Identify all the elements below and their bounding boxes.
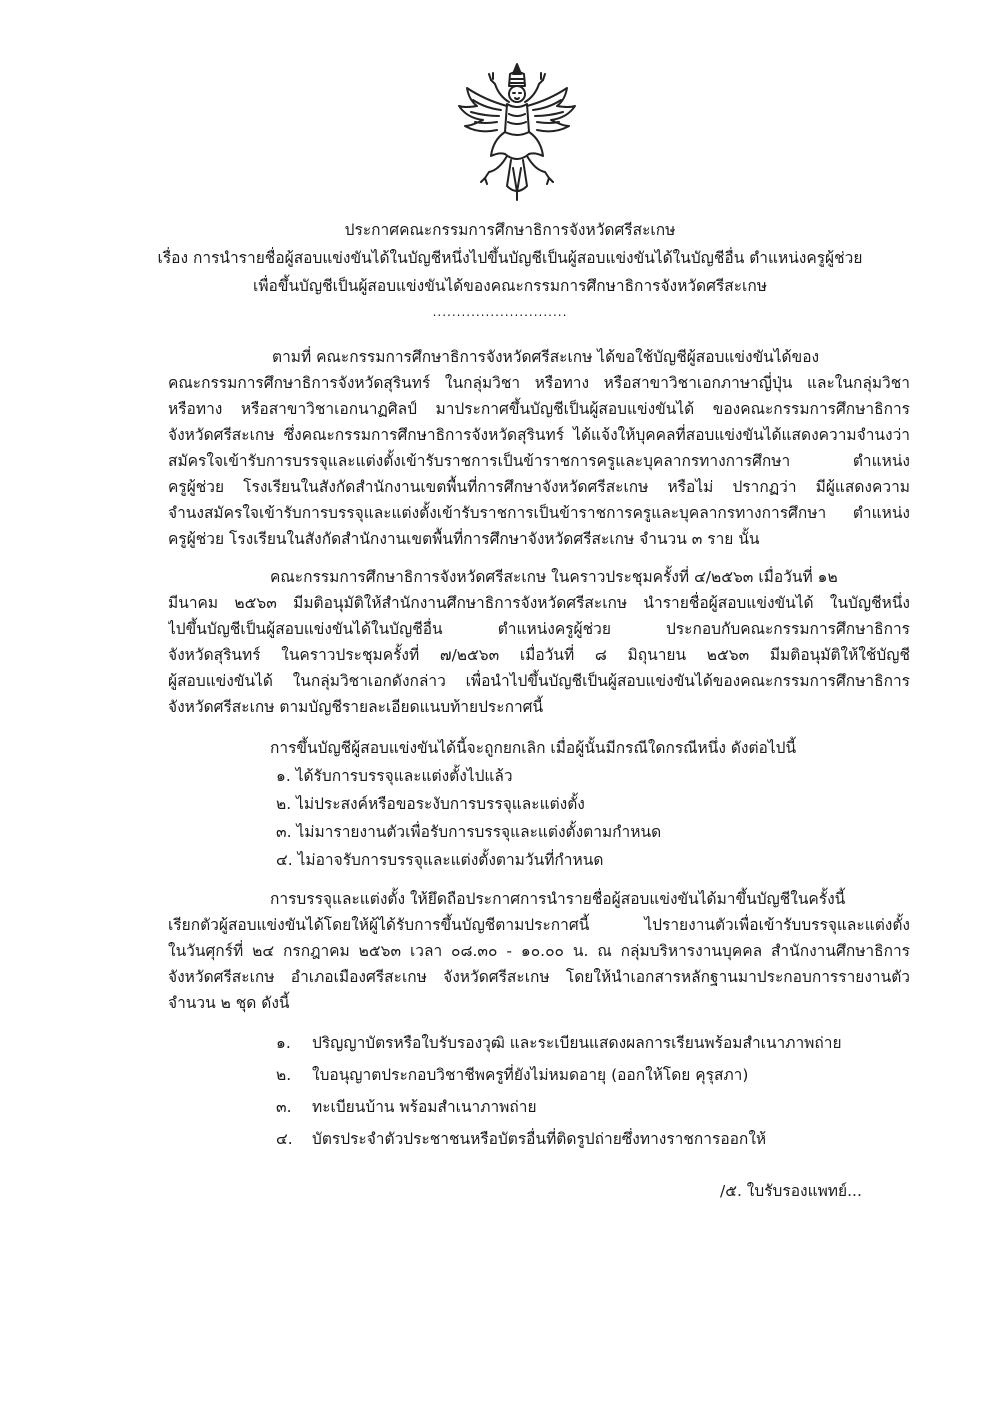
para1-line: ครูผู้ช่วย โรงเรียนในสังกัดสำนักงานเขตพื้นที่การศึกษาจังหวัดศรีสะเกษ หรือไม่ ปรากฏว่า มีผู้แสดงความ (168, 478, 910, 496)
doc-item-text: ปริญญาบัตรหรือใบรับรองวุฒิ และระเบียนแสดงผลการเรียนพร้อมสำเนาภาพถ่าย (312, 1034, 842, 1052)
para2-line: จังหวัดศรีสะเกษ ตามบัญชีรายละเอียดแนบท้ายประกาศนี้ (168, 698, 544, 716)
doc-item-number: ๓. (276, 1098, 292, 1116)
garuda-emblem (455, 60, 580, 205)
cancel-item: ๒. ไม่ประสงค์หรือขอระงับการบรรจุและแต่งตั้ง (276, 795, 585, 813)
para3-line: จำนวน ๒ ชุด ดังนี้ (168, 994, 290, 1012)
para1-line: คณะกรรมการศึกษาธิการจังหวัดสุรินทร์ ในกลุ่มวิชา หรือทาง หรือสาขาวิชาเอกภาษาญี่ปุ่น และในกลุ่มวิชา (168, 374, 910, 392)
doc-item-text: ทะเบียนบ้าน พร้อมสำเนาภาพถ่าย (312, 1098, 537, 1116)
para3-line: ในวันศุกร์ที่ ๒๔ กรกฎาคม ๒๕๖๓ เวลา ๐๘.๓๐ - ๑๐.๐๐ น. ณ กลุ่มบริหารงานบุคคล สำนักงานศึกษาธิการ (168, 942, 910, 960)
cancel-intro: การขึ้นบัญชีผู้สอบแข่งขันได้นี้จะถูกยกเลิก เมื่อผู้นั้นมีกรณีใดกรณีหนึ่ง ดังต่อไปนี้ (270, 739, 797, 757)
para3-line: การบรรจุและแต่งตั้ง ให้ยึดถือประกาศการนำรายชื่อผู้สอบแข่งขันได้มาขึ้นบัญชีในครั้งนี้ (270, 890, 846, 908)
para2-line: ผู้สอบแข่งขันได้ ในกลุ่มวิชาเอกดังกล่าว เพื่อนำไปขึ้นบัญชีเป็นผู้สอบแข่งขันได้ของคณะกรรมการศึกษาธิการ (168, 672, 910, 690)
cancel-item: ๔. ไม่อาจรับการบรรจุและแต่งตั้งตามวันที่กำหนด (276, 851, 604, 869)
para2-line: มีนาคม ๒๕๖๓ มีมติอนุมัติให้สำนักงานศึกษาธิการจังหวัดศรีสะเกษ นำรายชื่อผู้สอบแข่งขันได้ ในบัญชีหนึ่ง (168, 594, 910, 612)
para1-line: หรือทาง หรือสาขาวิชาเอกนาฏศิลป์ มาประกาศขึ้นบัญชีเป็นผู้สอบแข่งขันได้ ของคณะกรรมการศึกษาธิการ (168, 400, 910, 418)
para2-line: จังหวัดสุรินทร์ ในคราวประชุมครั้งที่ ๗/๒๕๖๓ เมื่อวันที่ ๘ มิถุนายน ๒๕๖๓ มีมติอนุมัติให้ใช้บัญชี (168, 646, 910, 664)
para1-line: จำนงสมัครใจเข้ารับการบรรจุและแต่งตั้งเข้ารับราชการเป็นข้าราชการครูและบุคลากรทางการศึกษา ตำแหน่ง (168, 504, 910, 522)
para3-line: เรียกตัวผู้สอบแข่งขันได้โดยให้ผู้ได้รับการขึ้นบัญชีตามประกาศนี้ ไปรายงานตัวเพื่อเข้ารับบรรจุและแต่งตั้ง (168, 916, 910, 934)
announcement-title: ประกาศคณะกรรมการศึกษาธิการจังหวัดศรีสะเกษ (344, 221, 676, 239)
doc-item-number: ๔. (276, 1130, 293, 1148)
para1-line: ครูผู้ช่วย โรงเรียนในสังกัดสำนักงานเขตพื้นที่การศึกษาจังหวัดศรีสะเกษ จำนวน ๓ ราย นั้น (168, 530, 760, 548)
para1-line: จังหวัดศรีสะเกษ ซึ่งคณะกรรมการศึกษาธิการจังหวัดสุรินทร์ ได้แจ้งให้บุคคลที่สอบแข่งขันได้แสดงความจำนงว่า (168, 426, 910, 444)
doc-item-text: ใบอนุญาตประกอบวิชาชีพครูที่ยังไม่หมดอายุ (ออกให้โดย คุรุสภา) (312, 1066, 749, 1084)
announcement-subject: เรื่อง การนำรายชื่อผู้สอบแข่งขันได้ในบัญชีหนึ่งไปขึ้นบัญชีเป็นผู้สอบแข่งขันได้ในบัญชีอื่น ตำแหน่งครูผู้ช่วย (157, 249, 863, 267)
cancel-item: ๓. ไม่มารายงานตัวเพื่อรับการบรรจุและแต่งตั้งตามกำหนด (276, 823, 662, 841)
cancel-item: ๑. ได้รับการบรรจุและแต่งตั้งไปแล้ว (276, 767, 513, 785)
para1-line: สมัครใจเข้ารับการบรรจุและแต่งตั้งเข้ารับราชการเป็นข้าราชการครูและบุคลากรทางการศึกษา ตำแหน่ง (168, 452, 910, 470)
title-divider: ............................ (432, 305, 568, 319)
para2-line: ไปขึ้นบัญชีเป็นผู้สอบแข่งขันได้ในบัญชีอื่น ตำแหน่งครูผู้ช่วย ประกอบกับคณะกรรมการศึกษาธิการ (168, 620, 910, 638)
doc-item-text: บัตรประจำตัวประชาชนหรือบัตรอื่นที่ติดรูปถ่ายซึ่งทางราชการออกให้ (312, 1130, 767, 1148)
continuation-marker: /๕. ใบรับรองแพทย์... (720, 1182, 862, 1200)
announcement-subject-line2: เพื่อขึ้นบัญชีเป็นผู้สอบแข่งขันได้ของคณะกรรมการศึกษาธิการจังหวัดศรีสะเกษ (253, 277, 767, 295)
doc-item-number: ๑. (276, 1034, 291, 1052)
para2-line: คณะกรรมการศึกษาธิการจังหวัดศรีสะเกษ ในคราวประชุมครั้งที่ ๔/๒๕๖๓ เมื่อวันที่ ๑๒ (270, 568, 838, 586)
doc-item-number: ๒. (276, 1066, 292, 1084)
para3-line: จังหวัดศรีสะเกษ อำเภอเมืองศรีสะเกษ จังหวัดศรีสะเกษ โดยให้นำเอกสารหลักฐานมาประกอบการรายงานตัว (168, 968, 910, 986)
para1-line: ตามที่ คณะกรรมการศึกษาธิการจังหวัดศรีสะเกษ ได้ขอใช้บัญชีผู้สอบแข่งขันได้ของ (272, 348, 820, 366)
